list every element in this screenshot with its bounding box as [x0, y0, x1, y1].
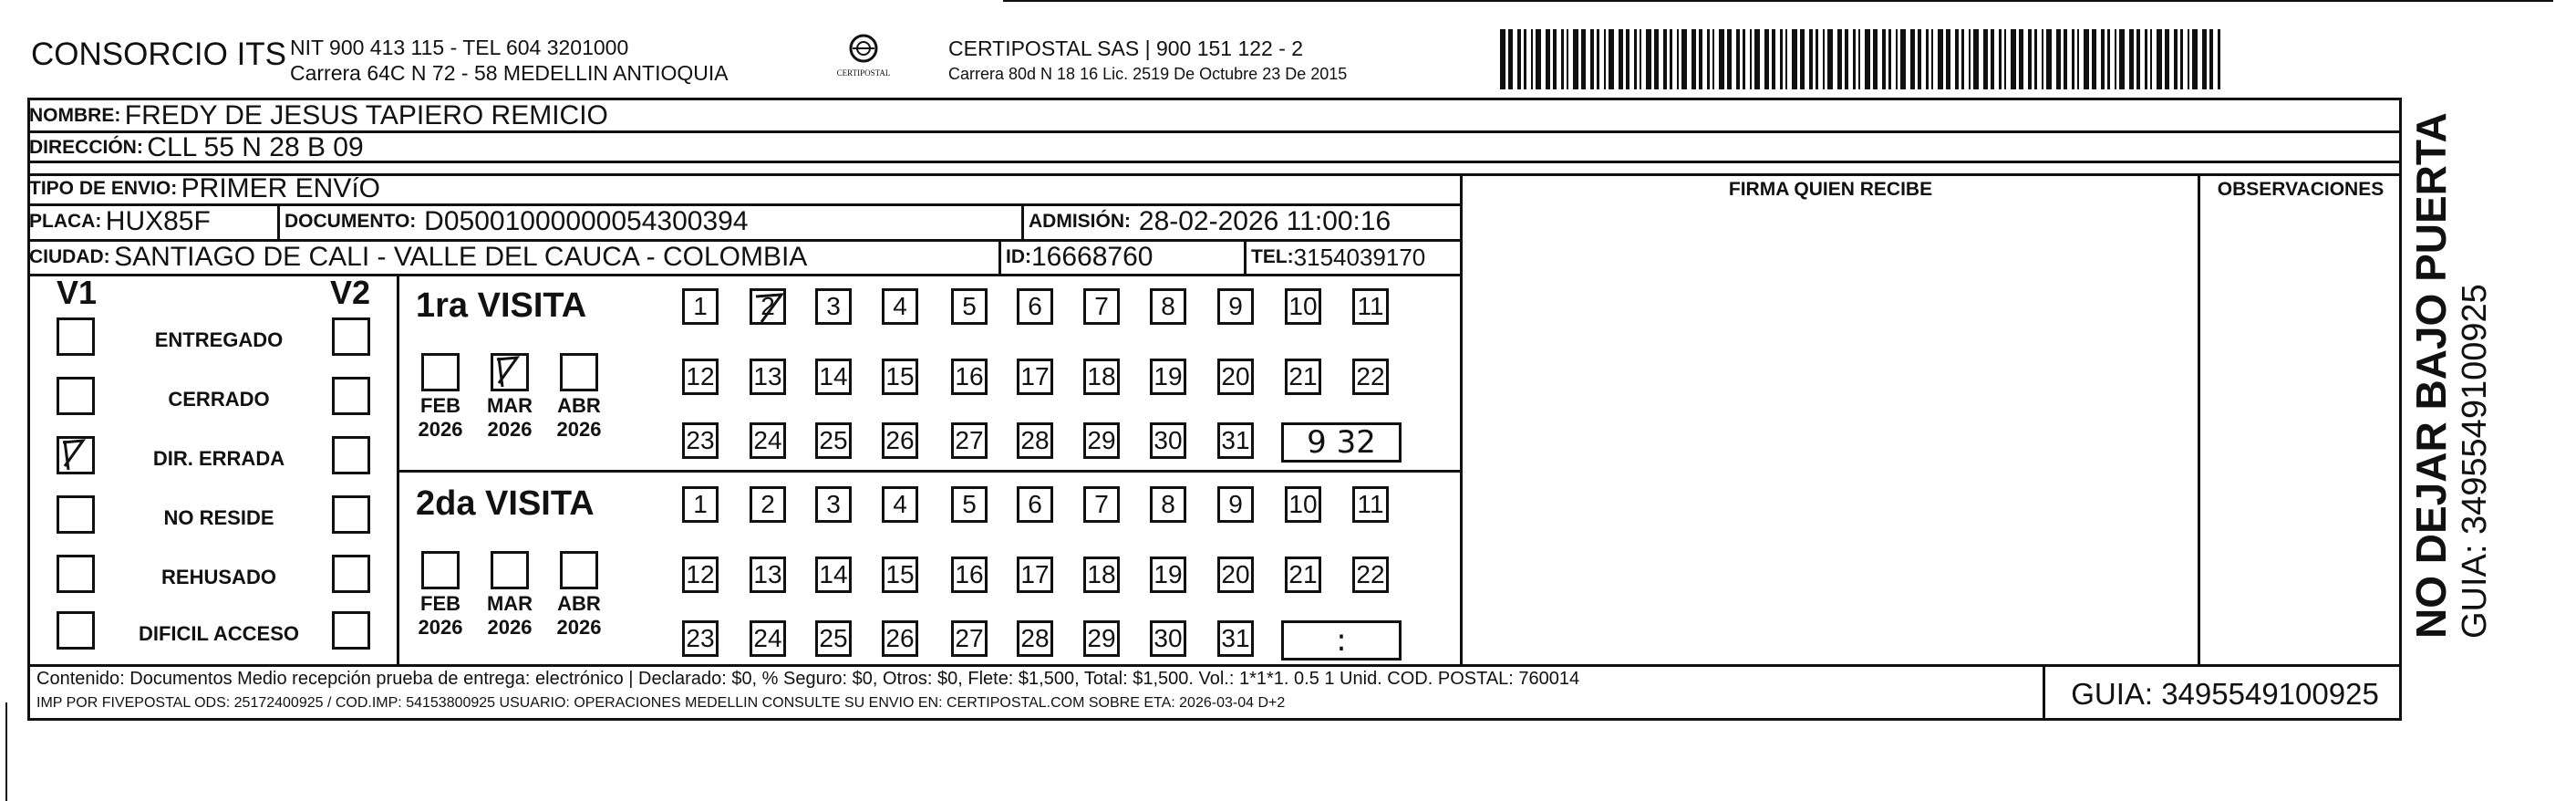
- barcode-bar: [1780, 29, 1783, 89]
- barcode-bar: [1640, 29, 1641, 89]
- barcode-bar: [1707, 29, 1710, 89]
- day-box[interactable]: 19: [1150, 557, 1186, 593]
- visit-title: 2da VISITA: [416, 484, 595, 523]
- certipostal-logo: CERTIPOSTAL: [832, 33, 895, 78]
- day-box[interactable]: 26: [882, 620, 918, 657]
- day-box[interactable]: 19: [1150, 359, 1186, 395]
- ciudad-value: SANTIAGO DE CALI - VALLE DEL CAUCA - COLOMBIA: [114, 242, 808, 272]
- barcode-bar: [1553, 29, 1557, 89]
- barcode-bar: [1800, 29, 1805, 89]
- barcode-bar: [1926, 29, 1929, 89]
- barcode-bar: [1772, 29, 1775, 89]
- barcode-bar: [2119, 29, 2125, 89]
- certipostal-info: [948, 36, 1347, 84]
- day-box[interactable]: 28: [1017, 422, 1053, 459]
- barcode-bar: [1691, 29, 1696, 89]
- status-label: REHUSADO: [161, 566, 276, 588]
- barcode: [1500, 29, 2225, 91]
- v1-checkbox[interactable]: [57, 436, 95, 474]
- barcode-bar: [1809, 29, 1813, 89]
- v1-checkbox[interactable]: [57, 377, 95, 415]
- day-box[interactable]: 18: [1083, 557, 1120, 593]
- day-box[interactable]: 12: [682, 359, 719, 395]
- barcode-bar: [1873, 29, 1878, 89]
- barcode-bar: [1837, 29, 1842, 89]
- day-box[interactable]: 12: [682, 557, 719, 593]
- day-box[interactable]: 1: [682, 288, 719, 325]
- barcode-bar: [1677, 29, 1679, 89]
- barcode-bar: [1931, 29, 1933, 89]
- barcode-bar: [1969, 29, 1971, 89]
- direccion-row: DIRECCIÓN: CLL 55 N 28 B 09: [29, 132, 364, 162]
- day-box[interactable]: 20: [1217, 557, 1254, 593]
- barcode-bar: [2107, 29, 2110, 89]
- day-box[interactable]: 6: [1017, 486, 1053, 523]
- no-dejar-text: NO DEJAR BAJO PUERTA: [2407, 112, 2455, 639]
- day-box[interactable]: 28: [1017, 620, 1053, 657]
- barcode-bar: [1626, 29, 1629, 89]
- barcode-bar: [1853, 29, 1856, 89]
- nit-line: NIT 900 413 115 - TEL 604 3201000: [290, 36, 629, 59]
- v1-checkbox[interactable]: [57, 555, 95, 593]
- month-checkbox[interactable]: [560, 551, 598, 589]
- day-box[interactable]: 3: [815, 486, 852, 523]
- barcode-bar: [1754, 29, 1760, 89]
- check-mark-icon: [490, 350, 530, 390]
- barcode-bar: [1524, 29, 1526, 89]
- barcode-bar: [1882, 29, 1886, 89]
- day-box[interactable]: 27: [951, 422, 988, 459]
- barcode-bar: [1517, 29, 1521, 89]
- status-label: DIR. ERRADA: [152, 447, 285, 470]
- day-box[interactable]: 8: [1150, 288, 1186, 325]
- barcode-bar: [1823, 29, 1825, 89]
- barcode-bar: [1845, 29, 1848, 89]
- address-line: Carrera 64C N 72 - 58 MEDELLIN ANTIOQUIA: [290, 61, 729, 85]
- day-box[interactable]: 15: [882, 557, 918, 593]
- barcode-bar: [1634, 29, 1637, 89]
- barcode-bar: [2034, 29, 2037, 89]
- barcode-bar: [1536, 29, 1541, 89]
- company-name: CONSORCIO ITS: [31, 36, 287, 72]
- day-box[interactable]: 11: [1352, 486, 1389, 523]
- barcode-bar: [2136, 29, 2140, 89]
- day-box[interactable]: 24: [750, 422, 786, 459]
- day-box[interactable]: 4: [882, 486, 918, 523]
- month-checkbox[interactable]: [560, 353, 598, 391]
- admision-row: ADMISIÓN: 28-02-2026 11:00:16: [1029, 206, 1391, 236]
- day-box[interactable]: 30: [1150, 620, 1186, 657]
- barcode-bar: [1508, 29, 1513, 89]
- barcode-bar: [1663, 29, 1667, 89]
- barcode-bar: [1764, 29, 1769, 89]
- month-label: MAR 2026: [486, 592, 533, 639]
- day-box[interactable]: 21: [1285, 557, 1321, 593]
- barcode-bar: [1573, 29, 1578, 89]
- status-label: NO RESIDE: [163, 506, 274, 529]
- month-label: ABR 2026: [556, 592, 602, 639]
- barcode-bar: [2209, 29, 2213, 89]
- day-box[interactable]: 23: [682, 422, 719, 459]
- day-box[interactable]: 13: [750, 557, 786, 593]
- barcode-bar: [1865, 29, 1870, 89]
- day-box[interactable]: 5: [951, 486, 988, 523]
- barcode-bar: [1646, 29, 1651, 89]
- v2-checkbox[interactable]: [332, 317, 370, 356]
- barcode-bar: [1500, 29, 1505, 89]
- day-box[interactable]: 7: [1083, 288, 1120, 325]
- month-checkbox[interactable]: [421, 353, 460, 391]
- day-box[interactable]: 15: [882, 359, 918, 395]
- id-value: 16668760: [1031, 242, 1154, 272]
- month-label: ABR 2026: [556, 394, 602, 441]
- barcode-bar: [1888, 29, 1891, 89]
- v2-checkbox[interactable]: [332, 611, 370, 650]
- side-text: [2407, 112, 2495, 639]
- status-label: CERRADO: [168, 388, 270, 411]
- barcode-bar: [2180, 29, 2183, 89]
- barcode-bar: [1670, 29, 1672, 89]
- barcode-bar: [1590, 29, 1594, 89]
- time-box[interactable]: 9 32: [1281, 422, 1402, 463]
- day-box[interactable]: 22: [1352, 359, 1389, 395]
- v1-checkbox[interactable]: [57, 317, 95, 356]
- day-box[interactable]: 14: [815, 557, 852, 593]
- visit-title: 1ra VISITA: [416, 286, 587, 325]
- v2-checkbox[interactable]: [332, 377, 370, 415]
- barcode-bar: [2129, 29, 2134, 89]
- day-box[interactable]: 31: [1217, 620, 1254, 657]
- day-box[interactable]: 13: [750, 359, 786, 395]
- barcode-bar: [1581, 29, 1586, 89]
- barcode-bar: [2188, 29, 2189, 89]
- day-box[interactable]: 2: [750, 486, 786, 523]
- barcode-bar: [2042, 29, 2043, 89]
- barcode-bar: [1983, 29, 1988, 89]
- barcode-bar: [2011, 29, 2016, 89]
- day-box[interactable]: 16: [951, 359, 988, 395]
- month-checkbox[interactable]: [421, 551, 460, 589]
- day-box[interactable]: 24: [750, 620, 786, 657]
- v1-label: V1: [57, 274, 98, 311]
- barcode-bar: [1546, 29, 1550, 89]
- barcode-bar: [2101, 29, 2105, 89]
- day-box[interactable]: 14: [815, 359, 852, 395]
- barcode-bar: [2165, 29, 2169, 89]
- contenido-line: Contenido: Documentos Medio recepción prueba de entrega: electrónico | Declarado: $0, % Seguro: $0, Otros: $0, Flete: $1,500, Total: $1,500. Vol.: 1*1*1. 0.5 1 Unid. COD. POSTAL: 760014: [36, 669, 1580, 689]
- day-box[interactable]: 23: [682, 620, 719, 657]
- status-label: DIFICIL ACCESO: [138, 622, 299, 645]
- barcode-bar: [1567, 29, 1568, 89]
- barcode-bar: [2004, 29, 2006, 89]
- month-label: MAR 2026: [486, 394, 533, 441]
- day-box[interactable]: 18: [1083, 359, 1120, 395]
- day-box[interactable]: 1: [682, 486, 719, 523]
- day-box[interactable]: 29: [1083, 620, 1120, 657]
- barcode-bar: [1946, 29, 1950, 89]
- day-box[interactable]: 11: [1352, 288, 1389, 325]
- barcode-bar: [2174, 29, 2178, 89]
- barcode-bar: [2056, 29, 2061, 89]
- certipostal-line1: CERTIPOSTAL SAS | 900 151 122 - 2: [948, 36, 1304, 60]
- barcode-bar: [1991, 29, 1994, 89]
- barcode-bar: [1743, 29, 1745, 89]
- day-box[interactable]: 25: [815, 422, 852, 459]
- check-mark-icon: [56, 433, 96, 473]
- barcode-bar: [1792, 29, 1797, 89]
- barcode-bar: [2072, 29, 2074, 89]
- barcode-bar: [1712, 29, 1714, 89]
- barcode-bar: [2092, 29, 2096, 89]
- barcode-bar: [1609, 29, 1614, 89]
- day-box[interactable]: 8: [1150, 486, 1186, 523]
- ciudad-row: CIUDAD: SANTIAGO DE CALI - VALLE DEL CAUCA - COLOMBIA: [29, 242, 808, 272]
- barcode-bar: [1604, 29, 1606, 89]
- barcode-bar: [1999, 29, 2002, 89]
- barcode-bar: [1816, 29, 1818, 89]
- company-contact: [290, 35, 729, 86]
- placa-value: HUX85F: [105, 206, 211, 236]
- day-box[interactable]: 30: [1150, 422, 1186, 459]
- day-box[interactable]: 20: [1217, 359, 1254, 395]
- firma-label: FIRMA QUIEN RECIBE: [1728, 179, 1933, 200]
- barcode-bar: [2157, 29, 2162, 89]
- barcode-bar: [2150, 29, 2152, 89]
- barcode-bar: [2084, 29, 2089, 89]
- month-label: FEB 2026: [418, 394, 463, 441]
- day-box[interactable]: 25: [815, 620, 852, 657]
- barcode-bar: [1654, 29, 1659, 89]
- month-label: FEB 2026: [418, 592, 463, 639]
- admision-value: 28-02-2026 11:00:16: [1138, 206, 1391, 236]
- day-box[interactable]: 9: [1217, 288, 1254, 325]
- day-box[interactable]: 16: [951, 557, 988, 593]
- day-box[interactable]: 5: [951, 288, 988, 325]
- placa-row: PLACA: HUX85F: [29, 206, 211, 236]
- barcode-bar: [1827, 29, 1833, 89]
- certipostal-line2: Carrera 80d N 18 16 Lic. 2519 De Octubre 23 De 2015: [948, 65, 1348, 83]
- id-row: ID: 16668760: [1006, 242, 1154, 272]
- barcode-bar: [1900, 29, 1906, 89]
- v1-checkbox[interactable]: [57, 495, 95, 534]
- v1-checkbox[interactable]: [57, 611, 95, 650]
- nombre-value: FREDY DE JESUS TAPIERO REMICIO: [124, 99, 608, 130]
- barcode-bar: [1910, 29, 1915, 89]
- documento-row: DOCUMENTO: D05001000000054300394: [284, 206, 749, 236]
- v2-checkbox[interactable]: [332, 555, 370, 593]
- time-box[interactable]: :: [1281, 620, 1402, 661]
- barcode-bar: [1938, 29, 1943, 89]
- day-box[interactable]: 29: [1083, 422, 1120, 459]
- logo-icon: [845, 33, 882, 64]
- day-box[interactable]: 10: [1285, 486, 1321, 523]
- barcode-bar: [1619, 29, 1623, 89]
- day-box[interactable]: 21: [1285, 359, 1321, 395]
- imp-line: IMP POR FIVEPOSTAL ODS: 25172400925 / COD.IMP: 54153800925 USUARIO: OPERACIONES MEDELLIN CONSULTE SU ENVIO EN: CERTIPOSTAL.COM SOBRE ETA: 2026-03-04 D+2: [36, 695, 1286, 711]
- month-checkbox[interactable]: [491, 353, 529, 391]
- barcode-bar: [2028, 29, 2032, 89]
- barcode-bar: [1896, 29, 1898, 89]
- day-box[interactable]: 6: [1017, 288, 1053, 325]
- barcode-bar: [1597, 29, 1599, 89]
- day-box[interactable]: 3: [815, 288, 852, 325]
- day-box[interactable]: 27: [951, 620, 988, 657]
- barcode-bar: [1858, 29, 1860, 89]
- barcode-bar: [1785, 29, 1787, 89]
- day-box[interactable]: 22: [1352, 557, 1389, 593]
- nombre-row: NOMBRE: FREDY DE JESUS TAPIERO REMICIO: [29, 99, 608, 130]
- barcode-bar: [1531, 29, 1533, 89]
- day-box[interactable]: 17: [1017, 557, 1053, 593]
- v2-label: V2: [330, 274, 371, 311]
- day-box[interactable]: 31: [1217, 422, 1254, 459]
- barcode-bar: [1955, 29, 1959, 89]
- tel-value: 3154039170: [1293, 243, 1426, 271]
- barcode-bar: [2202, 29, 2207, 89]
- check-mark-icon: [752, 291, 785, 324]
- footer-guia: GUIA: 3495549100925: [2071, 677, 2379, 711]
- barcode-bar: [1750, 29, 1752, 89]
- barcode-bar: [1727, 29, 1732, 89]
- tipo-row: TIPO DE ENVIO: PRIMER ENVíO: [29, 173, 381, 203]
- barcode-bar: [1736, 29, 1740, 89]
- day-box[interactable]: 2: [750, 288, 786, 325]
- barcode-bar: [2218, 29, 2220, 89]
- barcode-bar: [1561, 29, 1564, 89]
- observaciones-label: OBSERVACIONES: [2217, 179, 2385, 200]
- barcode-bar: [2077, 29, 2079, 89]
- documento-value: D05001000000054300394: [424, 206, 749, 236]
- v2-checkbox[interactable]: [332, 495, 370, 534]
- day-box[interactable]: 9: [1217, 486, 1254, 523]
- barcode-bar: [2046, 29, 2052, 89]
- barcode-bar: [2115, 29, 2116, 89]
- month-checkbox[interactable]: [491, 551, 529, 589]
- barcode-bar: [2064, 29, 2067, 89]
- barcode-bar: [1719, 29, 1724, 89]
- direccion-value: CLL 55 N 28 B 09: [147, 132, 364, 162]
- barcode-bar: [1699, 29, 1702, 89]
- day-box[interactable]: 7: [1083, 486, 1120, 523]
- barcode-bar: [2019, 29, 2023, 89]
- day-box[interactable]: 10: [1285, 288, 1321, 325]
- tipo-value: PRIMER ENVíO: [181, 173, 381, 203]
- barcode-bar: [1681, 29, 1687, 89]
- day-box[interactable]: 26: [882, 422, 918, 459]
- barcode-bar: [1961, 29, 1964, 89]
- barcode-bar: [1918, 29, 1921, 89]
- v2-checkbox[interactable]: [332, 436, 370, 474]
- barcode-bar: [2145, 29, 2147, 89]
- tel-row: TEL: 3154039170: [1251, 243, 1426, 271]
- barcode-bar: [1973, 29, 1979, 89]
- side-guia: GUIA: 3495549100925: [2456, 284, 2494, 639]
- barcode-bar: [2192, 29, 2198, 89]
- status-label: ENTREGADO: [154, 328, 284, 351]
- day-box[interactable]: 4: [882, 288, 918, 325]
- day-box[interactable]: 17: [1017, 359, 1053, 395]
